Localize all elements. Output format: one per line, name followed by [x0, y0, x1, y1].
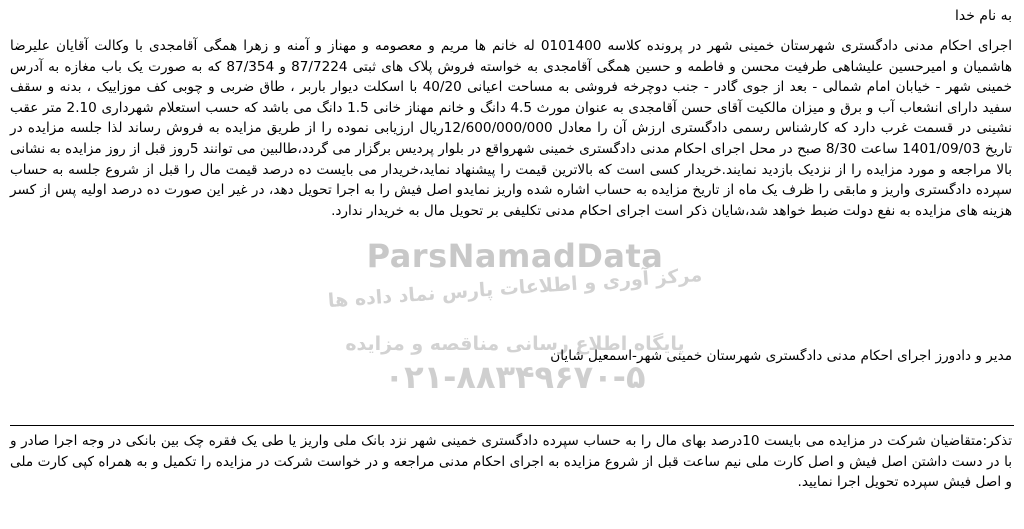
watermark-brand: ParsNamadData: [366, 237, 664, 275]
watermark-line-2: پایگاه اطلاع رسانی مناقصه و مزایده: [345, 333, 685, 355]
watermark-line-1: مرکز آوری و اطلاعات پارس نماد داده ها: [327, 263, 703, 313]
watermark: [280, 238, 750, 396]
section-divider: [10, 425, 1014, 426]
document-heading: به نام خدا: [954, 8, 1012, 24]
watermark-phone: ۰۲۱-۸۸۳۴۹۶۷۰-۵: [384, 358, 646, 396]
signature-line: مدیر و دادورز اجرای احکام مدنی دادگستری شهرستان خمینی شهر-اسمعیل شایان: [550, 348, 1012, 364]
notice-reminder: تذکر:متقاضیان شرکت در مزایده می بایست 10درصد بهای مال را به حساب سپرده دادگستری خمینی شهر نزد بانک ملی واریز یا طی یک فقره چک بین بانکی در وجه اجرا صادر و با در دست داشتن اصل فیش و اصل کارت ملی نیم ساعت قبل از شروع مزایده به اجرای احکام مدنی مراجعه و در خواست شرکت در مزایده را تکمیل و به همراه کپی کارت ملی و اصل فیش سپرده تحویل اجرا نمایید.: [10, 433, 1013, 491]
auction-notice-body: اجرای احکام مدنی دادگستری شهرستان خمینی شهر در پرونده کلاسه 0101400 له خانم ها مریم و معصومه و مهناز و آمنه و زهرا همگی آقامجدی با وکالت آقایان علیرضا هاشمیان و امیرحسین علیشاهی طرفیت محسن و فاطمه و حسین همگی آقامجدی به خواسته فروش پلاک های ثبتی 87/7224 و 87/354 که به صورت یک باب مغازه به آدرس خمینی شهر - خیابان امام شمالی - بعد از جوی گادر - جنب دوچرخه فروشی به مساحت اعیانی 40/20 با اسکلت دیوار باربر ، طاق ضربی و چوبی کف موزاییک ، بدنه و سقف سفید دارای انشعاب آب و برق و میزان مالکیت آقای حسن آقامجدی به عنوان مورث 4.5 دانگ و خانم مهناز خانی 1.5 دانگ می باشد که حسب استعلام شهرداری 2.10 متر عقب نشینی در قسمت غرب دارد که کارشناس رسمی دادگستری ارزش آن را معادل 12/600/000/000ریال ارزیابی نموده را از طریق مزایده به فروش رساند لذا جلسه مزایده در تاریخ 1401/09/03 ساعت 8/30 صبح در محل اجرای احکام مدنی دادگستری خمینی شهرواقع در بلوار پردیس برگزار می گردد،طالبین می توانند 5روز قبل از روز مزایده به نشانی بالا مراجعه و مورد مزایده را از نزدیک بازدید نمایند.خریدار کسی است که بالاترین قیمت را پیشنهاد نماید،خریدار می بایست ده درصد قیمت مال را قبل از شروع جلسه به حساب سپرده دادگستری واریز و مابقی را ظرف یک ماه از تاریخ مزایده به حساب اشاره شده واریز نمایدو اصل فیش را به اجرا تحویل دهد، در غیر این صورت ده درصد اولیه پس از کسر هزینه های مزایده به نفع دولت ضبط خواهد شد،شایان ذکر است اجرای احکام مدنی تکلیفی بر تحویل مال به خریدار ندارد.: [10, 38, 1013, 219]
